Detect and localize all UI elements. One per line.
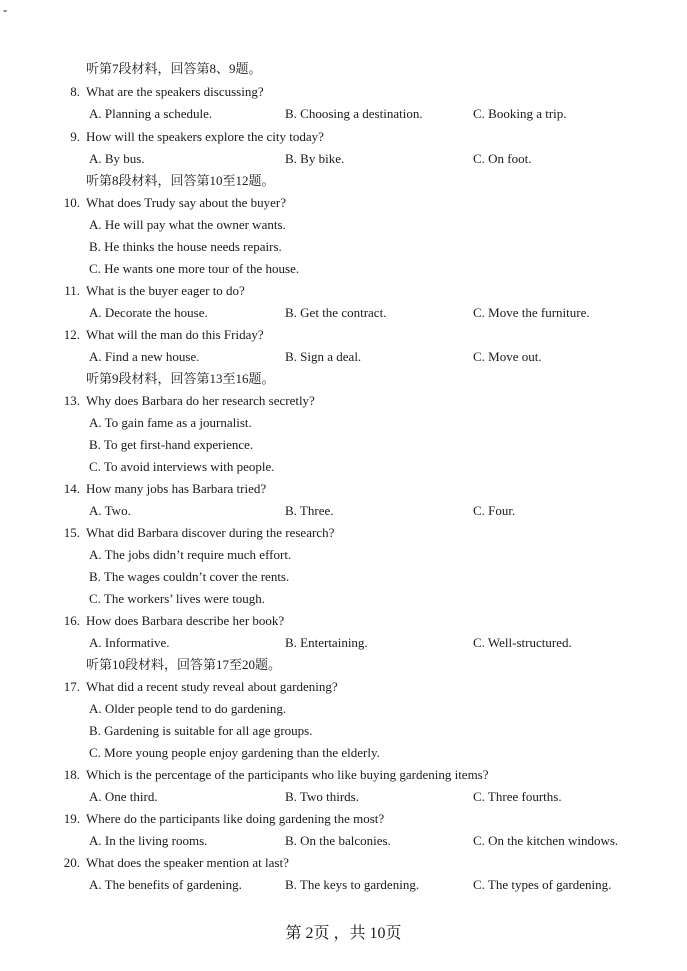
option-b: B. Get the contract. [285,305,387,320]
option-a: A. Planning a schedule. [89,106,213,121]
option-c: C. On the kitchen windows. [473,833,619,848]
question-number: 18. [63,767,80,782]
question-text: How does Barbara describe her book? [86,613,285,628]
option-c: C. He wants one more tour of the house. [89,261,300,276]
question-text: How many jobs has Barbara tried? [86,481,267,496]
question-text: What is the buyer eager to do? [86,283,245,298]
option-a: A. In the living rooms. [89,833,208,848]
question-text: What does the speaker mention at last? [86,855,289,870]
question-number: 19. [63,811,80,826]
section-heading: 听第7段材料，回答第8、9题。 [86,61,262,76]
option-a: A. The jobs didn’t require much effort. [89,547,292,562]
option-b: B. By bike. [285,151,345,166]
option-b: B. Three. [285,503,334,518]
option-c: C. Three fourths. [473,789,562,804]
question-text: Where do the participants like doing gardening the most? [86,811,385,826]
option-c: C. More young people enjoy gardening than the elderly. [89,745,380,760]
option-c: C. Well-structured. [473,635,572,650]
option-b: B. On the balconies. [285,833,391,848]
question-text: What does Trudy say about the buyer? [86,195,287,210]
option-c: C. The types of gardening. [473,877,612,892]
option-a: A. Older people tend to do gardening. [89,701,287,716]
option-a: A. One third. [89,789,158,804]
section-heading: 听第10段材料，回答第17至20题。 [86,657,282,672]
option-b: B. The keys to gardening. [285,877,420,892]
option-b: B. Sign a deal. [285,349,362,364]
option-a: A. He will pay what the owner wants. [89,217,286,232]
corner-mark: - [3,2,8,17]
option-b: B. Gardening is suitable for all age groups. [89,723,313,738]
option-a: A. To gain fame as a journalist. [89,415,252,430]
option-c: C. Four. [473,503,516,518]
question-text: Which is the percentage of the participants who like buying gardening items? [86,767,489,782]
option-c: C. Booking a trip. [473,106,567,121]
question-number: 11. [64,283,80,298]
question-number: 15. [63,525,80,540]
question-number: 16. [63,613,80,628]
question-number: 17. [63,679,80,694]
question-text: What did Barbara discover during the research? [86,525,335,540]
option-a: A. Find a new house. [89,349,200,364]
option-c: C. On foot. [473,151,532,166]
page-footer: 第 2页 ，共 10页 [285,925,402,942]
option-c: C. Move the furniture. [473,305,590,320]
option-c: C. To avoid interviews with people. [89,459,275,474]
option-a: A. By bus. [89,151,145,166]
option-b: B. Choosing a destination. [285,106,423,121]
option-a: A. Informative. [89,635,170,650]
option-b: B. Two thirds. [285,789,359,804]
option-c: C. Move out. [473,349,542,364]
question-text: What did a recent study reveal about gardening? [86,679,338,694]
question-number: 9. [70,129,80,144]
section-heading: 听第8段材料，回答第10至12题。 [86,173,275,188]
question-text: How will the speakers explore the city today? [86,129,324,144]
section-heading: 听第9段材料，回答第13至16题。 [86,371,275,386]
question-number: 12. [63,327,80,342]
option-c: C. The workers’ lives were tough. [89,591,266,606]
option-a: A. Decorate the house. [89,305,208,320]
option-a: A. Two. [89,503,131,518]
question-number: 13. [63,393,80,408]
question-text: Why does Barbara do her research secretly? [86,393,315,408]
question-number: 14. [63,481,80,496]
question-number: 10. [63,195,80,210]
option-b: B. Entertaining. [285,635,368,650]
option-b: B. To get first-hand experience. [89,437,254,452]
option-a: A. The benefits of gardening. [89,877,242,892]
question-text: What will the man do this Friday? [86,327,264,342]
question-text: What are the speakers discussing? [86,84,264,99]
question-number: 8. [70,84,80,99]
option-b: B. The wages couldn’t cover the rents. [89,569,290,584]
option-b: B. He thinks the house needs repairs. [89,239,282,254]
question-number: 20. [63,855,80,870]
